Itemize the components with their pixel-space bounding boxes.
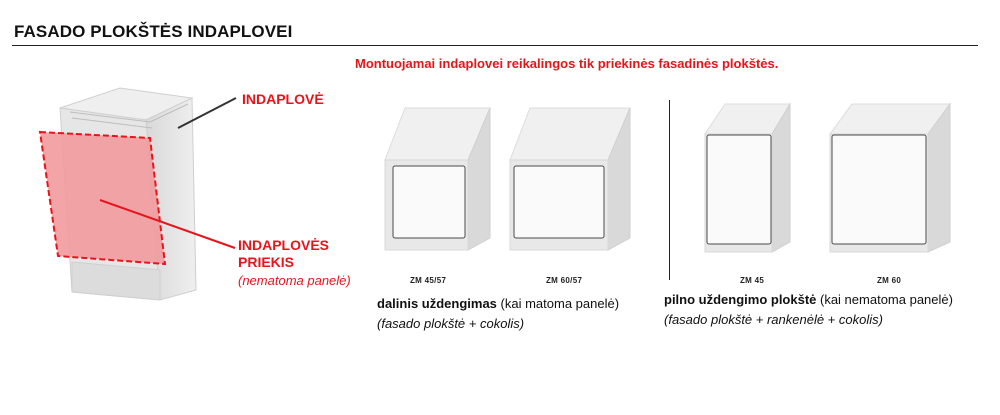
full-cover-heading <box>664 292 953 307</box>
full-cover-rest: (kai nematoma panelė) <box>816 292 953 307</box>
partial-cover-rest: (kai matoma panelė) <box>496 296 620 311</box>
partial-cover-sub: (fasado plokštė + cokolis) <box>377 316 525 331</box>
cabinet-zm-60 <box>830 104 950 252</box>
partial-cover-bold: dalinis uždengimas <box>377 296 497 311</box>
cabinet-zm-45-57 <box>385 108 490 250</box>
cabinet-zm-60-57 <box>510 108 630 250</box>
cabinet-code-zm-45-57: ZM 45/57 <box>410 276 447 285</box>
page-title: FASADO PLOKŠTĖS INDAPLOVEI <box>14 22 293 41</box>
label-dishwasher: INDAPLOVĖ <box>242 91 324 107</box>
cabinet-zm-45 <box>705 104 790 252</box>
label-front-note: (nematoma panelė) <box>238 273 351 288</box>
label-front-line2: PRIEKIS <box>238 254 295 270</box>
label-front-line1: INDAPLOVĖS <box>238 237 330 253</box>
cabinet-code-zm-60: ZM 60 <box>877 276 902 285</box>
full-cover-sub: (fasado plokštė + rankenėlė + cokolis) <box>664 312 883 327</box>
section-divider <box>669 100 670 280</box>
partial-cover-heading <box>377 296 619 311</box>
notice-text: Montuojamai indaplovei reikalingos tik priekinės fasadinės plokštės. <box>355 56 779 71</box>
cabinet-code-zm-60-57: ZM 60/57 <box>546 276 583 285</box>
full-cover-bold: pilno uždengimo plokštė <box>664 292 817 307</box>
cabinet-code-zm-45: ZM 45 <box>740 276 765 285</box>
